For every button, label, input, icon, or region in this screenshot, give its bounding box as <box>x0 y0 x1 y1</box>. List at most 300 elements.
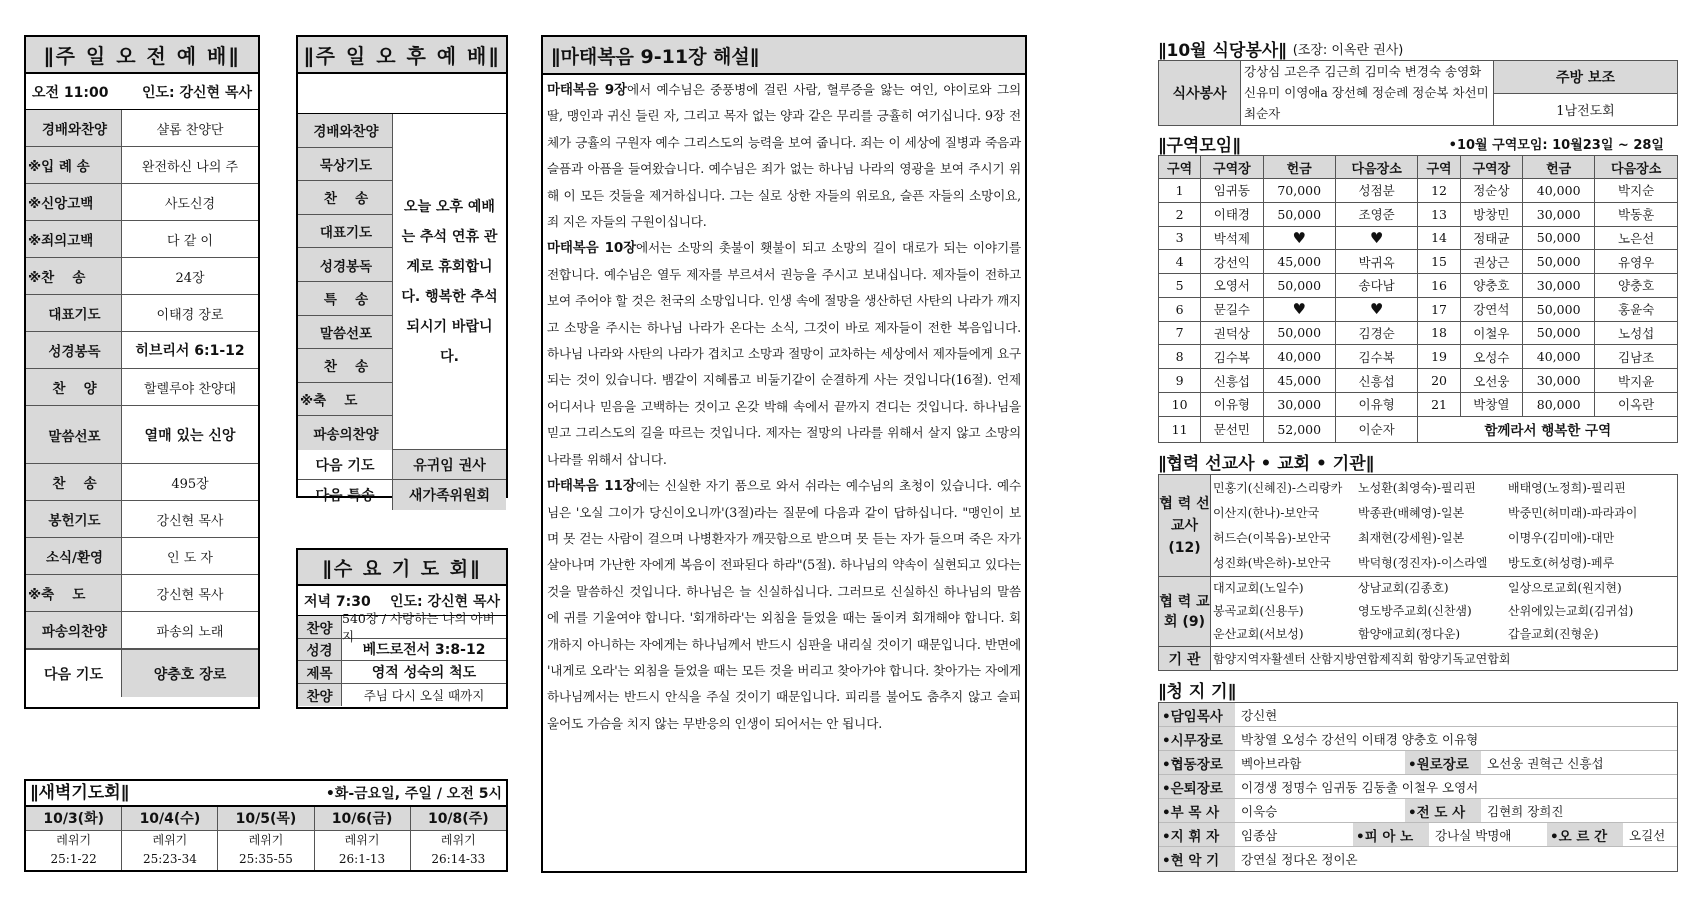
missionary-entry: 박종관(배혜영)-일본 <box>1358 505 1465 520</box>
district-cell: 이태경 <box>1201 202 1263 226</box>
order-label: 찬 송 <box>26 464 122 500</box>
afternoon-order-label: 찬 송 <box>298 349 392 383</box>
district-row <box>1159 392 1678 416</box>
staff-role: •은퇴장로 <box>1159 775 1235 798</box>
district-cell: 4 <box>1159 250 1201 274</box>
district-cell: 9 <box>1159 369 1201 393</box>
missionary-entry: 이산지(한나)-보안국 <box>1213 505 1320 520</box>
order-value: 할렐루야 찬양대 <box>143 381 237 397</box>
order-value: 파송의 노래 <box>156 624 224 640</box>
district-cell: 양충호 <box>1460 274 1522 298</box>
district-cell: 김경순 <box>1335 321 1418 345</box>
staff-row <box>1159 727 1677 751</box>
district-cell: 10 <box>1159 392 1201 416</box>
afternoon-order-label: 찬 송 <box>298 181 392 215</box>
staff-row <box>1159 775 1677 799</box>
partners <box>1158 448 1678 674</box>
commentary-text: 에서 예수님은 중풍병에 걸린 사람, 혈루증을 앓는 여인, 야이로와 그의 딸, 맹인과 귀신 들린 자, 그리고 목자 없는 양과 같은 무리를 긍휼히 여기십니다. 9장 전체가 긍휼의 구원자 예수 그리스도의 능력을 보여 줍니다. 죄는 이 세상에 질병과 죽음과 슬픔과 아픔을 들여왔습니다. 예수님은 죄가 없는 하나님 나라의 영광을 보여 주시기 위해 이 모든 것들을 제거하십니다. 그는 실로 상한 자들의 위로요, 슬픈 자들의 소망이요, 죄 지은 자들의 구원이십니다. <box>547 82 1022 230</box>
staff-list <box>1158 702 1678 872</box>
staff-names: 강나실 박명애 <box>1435 827 1512 843</box>
staff-role: •오 르 간 <box>1547 823 1623 846</box>
district-cell: 45,000 <box>1263 250 1335 274</box>
church-row <box>1213 623 1675 646</box>
morning-order-row <box>26 184 258 221</box>
dawn-date: 10/4(수) <box>122 806 218 830</box>
church-row <box>1213 600 1675 623</box>
district-cell: 박귀옥 <box>1335 250 1418 274</box>
district-cell: 14 <box>1418 226 1460 250</box>
district-row <box>1159 297 1678 321</box>
district-cell: 30,000 <box>1523 202 1595 226</box>
staff-role: •원로장로 <box>1405 751 1481 774</box>
district-cell: 이순자 <box>1335 416 1418 442</box>
dawn-book: 레위기 <box>344 833 380 848</box>
church-list <box>1211 577 1678 647</box>
afternoon-service-title: ∥주 일 오 후 예 배∥ <box>298 37 506 74</box>
staff-role: •피 아 노 <box>1353 823 1429 846</box>
church-entry: 갑을교회(진형운) <box>1508 627 1599 641</box>
missionary-row <box>1213 526 1675 551</box>
district-cell: 방창민 <box>1460 202 1522 226</box>
order-value: 열매 있는 신앙 <box>144 427 236 444</box>
district-closing: 함께라서 행복한 구역 <box>1418 416 1678 442</box>
morning-order-row <box>26 538 258 575</box>
district-cell: 오선웅 <box>1460 369 1522 393</box>
church-label: 협 력 교 회 (9) <box>1159 577 1211 647</box>
cafeteria-service <box>1158 36 1678 129</box>
district-cell: 양충호 <box>1595 274 1678 298</box>
district-cell: 13 <box>1418 202 1460 226</box>
staff-names: 임종삼 <box>1241 827 1278 843</box>
partners-header <box>1158 448 1678 474</box>
dawn-title: ∥새벽기도회∥ <box>30 783 130 803</box>
morning-order-row <box>26 464 258 501</box>
staff-row <box>1159 703 1677 727</box>
morning-order-row <box>26 295 258 332</box>
district-cell: 강연석 <box>1460 297 1522 321</box>
district-row <box>1159 416 1678 442</box>
staff-row <box>1159 823 1677 847</box>
afternoon-order-label: 말씀선포 <box>298 316 392 350</box>
district-row <box>1159 250 1678 274</box>
morning-order-list <box>26 110 258 649</box>
district-cell: 강선익 <box>1201 250 1263 274</box>
cafeteria-title: ∥10월 식당봉사∥ <box>1158 40 1287 61</box>
district-cell: 노성섭 <box>1595 321 1678 345</box>
district-row <box>1159 369 1678 393</box>
missionary-entry: 박덕형(정진자)-이스라엘 <box>1358 555 1488 570</box>
afternoon-order-label: 특 송 <box>298 282 392 316</box>
district-cell: 박석제 <box>1201 226 1263 250</box>
missionary-list <box>1211 475 1678 577</box>
commentary-paragraph <box>547 235 1021 473</box>
district-cell: 노은선 <box>1595 226 1678 250</box>
dawn-date: 10/3(화) <box>25 806 122 830</box>
staff-row <box>1159 799 1677 823</box>
wednesday-time: 저녁 7:30 <box>304 593 371 610</box>
kitchen-value: 1남전도회 <box>1556 103 1615 119</box>
district-cell: 김수복 <box>1335 345 1418 369</box>
dawn-passage <box>218 830 314 871</box>
dawn-passage <box>410 830 507 871</box>
staff-names: 벡아브라함 <box>1241 755 1302 771</box>
district-cell: 오영서 <box>1201 274 1263 298</box>
district-cell: 권상근 <box>1460 250 1522 274</box>
district-cell: 50,000 <box>1523 321 1595 345</box>
order-label: 대표기도 <box>26 295 122 331</box>
missionary-entry: 방도호(허성령)-페루 <box>1508 555 1615 570</box>
district-row <box>1159 321 1678 345</box>
morning-order-row <box>26 110 258 147</box>
district-row <box>1159 202 1678 226</box>
order-value: 540장 / 사랑하는 나의 아버지 <box>342 610 495 644</box>
district-cell: ♥ <box>1263 297 1335 321</box>
morning-order-row <box>26 612 258 649</box>
staff <box>1158 676 1678 874</box>
district-cell: 50,000 <box>1523 250 1595 274</box>
afternoon-service <box>296 35 508 504</box>
district-cell: 15 <box>1418 250 1460 274</box>
staff-names: 오길선 <box>1629 827 1666 843</box>
commentary-title: ∥마태복음 9-11장 해설∥ <box>543 37 1025 75</box>
church-row <box>1213 577 1675 600</box>
district-cell: 8 <box>1159 345 1201 369</box>
order-label: 봉헌기도 <box>26 501 122 537</box>
wednesday-order-row <box>298 661 506 684</box>
district-cell: 50,000 <box>1263 321 1335 345</box>
meal-service-label: 식사봉사 <box>1159 61 1241 125</box>
next-special-value: 새가족위원회 <box>393 480 506 510</box>
missionary-row <box>1213 476 1675 501</box>
district-column-header: 구역장 <box>1460 156 1522 179</box>
church-entry: 영도방주교회(신찬샘) <box>1358 604 1472 618</box>
dawn-book: 레위기 <box>56 833 92 848</box>
district-cell: 이유형 <box>1335 392 1418 416</box>
morning-order-row <box>26 147 258 184</box>
district-meeting-date: •10월 구역모임: 10월23일 ~ 28일 <box>1448 137 1664 153</box>
church-entry: 운산교회(서보성) <box>1213 627 1304 641</box>
order-label: ※신앙고백 <box>26 184 122 220</box>
district-cell: 박지윤 <box>1595 369 1678 393</box>
dawn-ref: 26:1-13 <box>338 852 386 867</box>
org-label: 기 관 <box>1159 647 1211 671</box>
district-cell: 성점분 <box>1335 179 1418 203</box>
staff-row <box>1159 751 1677 775</box>
kitchen-assist <box>1494 61 1677 125</box>
district-cell: 3 <box>1159 226 1201 250</box>
staff-names: 김현희 장희진 <box>1487 803 1564 819</box>
missionary-row <box>1213 551 1675 576</box>
district-cell: 김남조 <box>1595 345 1678 369</box>
church-entry: 함양애교회(정다운) <box>1358 627 1461 641</box>
district-cell: 박지순 <box>1595 179 1678 203</box>
dawn-ref: 25:35-55 <box>239 852 293 867</box>
order-label: 찬양 <box>298 616 342 638</box>
district-cell: 7 <box>1159 321 1201 345</box>
district-cell: 신흥섭 <box>1335 369 1418 393</box>
order-label: ※입 례 송 <box>26 147 122 183</box>
morning-next-value: 양충호 장로 <box>122 650 258 697</box>
wednesday-order-list <box>298 610 506 706</box>
kitchen-label: 주방 보조 <box>1494 61 1677 94</box>
commentary-chapter: 마태복음 10장 <box>547 240 637 257</box>
district-cell: 권덕상 <box>1201 321 1263 345</box>
district-cell: 30,000 <box>1523 369 1595 393</box>
order-label: ※축 도 <box>26 575 122 611</box>
order-value: 495장 <box>171 476 209 492</box>
order-value: 샬롬 찬양단 <box>156 122 224 138</box>
dawn-passage <box>314 830 410 871</box>
morning-order-row <box>26 258 258 295</box>
wednesday-prayer <box>296 548 508 709</box>
district-cell: 50,000 <box>1523 297 1595 321</box>
order-value: 주님 다시 오실 때까지 <box>363 687 485 703</box>
missionary-entry: 최재현(강세원)-일본 <box>1358 530 1465 545</box>
staff-names: 강연실 정다온 정이온 <box>1241 852 1358 867</box>
order-value: 영적 성숙의 척도 <box>371 664 477 681</box>
order-label: ※죄의고백 <box>26 221 122 257</box>
district-cell: ♥ <box>1335 297 1418 321</box>
missionary-entry: 노성환(최영숙)-필리핀 <box>1358 480 1476 495</box>
district-cell: 조영준 <box>1335 202 1418 226</box>
district-column-header: 구역장 <box>1201 156 1263 179</box>
morning-order-row <box>26 575 258 612</box>
staff-role: •전 도 사 <box>1405 799 1481 822</box>
wednesday-order-row <box>298 610 506 644</box>
district-cell: 18 <box>1418 321 1460 345</box>
district-cell: 오성수 <box>1460 345 1522 369</box>
district-column-header: 다음장소 <box>1335 156 1418 179</box>
dawn-book: 레위기 <box>152 833 188 848</box>
district-header <box>1158 131 1678 155</box>
missionary-entry: 성진화(박은하)-보안국 <box>1213 555 1331 570</box>
commentary-text: 에서는 소망의 촛불이 횃불이 되고 소망의 길이 대로가 되는 이야기를 전합니다. 예수님은 열두 제자를 부르셔서 권능을 주시고 보내십니다. 제자들이 전하고 보여 주어야 할 것은 천국의 소망입니다. 인생 속에 절망을 생산하던 사탄의 나라가 깨지고 소망을 주시는 하나님 나라가 온다는 소식, 그것이 바로 제자들이 전한 복음입니다. 하나님 나라와 사탄의 나라가 겹치고 소망과 절망이 교차하는 세상에서 제자들에게 요구되는 것이 있습니다. 뱀같이 지혜롭고 비둘기같이 순결하게 사는 것입니다(16절). 언제 어디서나 믿음을 고백하는 것이고 온갖 박해 속에서 끝까지 견디는 것입니다. 하나님을 믿고 그리스도의 길을 따르는 것입니다. 제자는 절망의 나라를 위해서 살지 않고 소망의 나라를 위해서 삽니다. <box>547 240 1021 467</box>
order-value: 히브리서 6:1-12 <box>135 343 245 359</box>
order-label: 소식/환영 <box>26 538 122 574</box>
meal-service-names: 강상심 고은주 김근희 김미숙 변경숙 송영화 신유미 이영애a 장선혜 정순례 정순복 차선미 최순자 <box>1241 61 1494 125</box>
district-cell: 16 <box>1418 274 1460 298</box>
order-label: 찬 양 <box>26 369 122 405</box>
staff-names: 이욱승 <box>1241 803 1278 819</box>
district-cell: ♥ <box>1263 226 1335 250</box>
district-row <box>1159 274 1678 298</box>
afternoon-order-label: ※축 도 <box>298 383 392 417</box>
district-cell: 박동훈 <box>1595 202 1678 226</box>
dawn-schedule: •화-금요일, 주일 / 오전 5시 <box>325 786 502 802</box>
district-cell: 정태균 <box>1460 226 1522 250</box>
district-meetings <box>1158 131 1678 443</box>
district-cell: 신흥섭 <box>1201 369 1263 393</box>
dawn-date-row <box>25 806 507 830</box>
church-entry: 봉곡교회(신용두) <box>1213 604 1304 618</box>
district-cell: ♥ <box>1335 226 1418 250</box>
order-label: 성경봉독 <box>26 332 122 368</box>
district-cell: 홍윤숙 <box>1595 297 1678 321</box>
order-value: 사도신경 <box>164 196 216 212</box>
district-cell: 1 <box>1159 179 1201 203</box>
district-cell: 유영우 <box>1595 250 1678 274</box>
district-cell: 70,000 <box>1263 179 1335 203</box>
morning-leader: 인도: 강신현 목사 <box>141 84 252 101</box>
district-header-row <box>1159 156 1678 179</box>
district-cell: 2 <box>1159 202 1201 226</box>
order-label: 성경 <box>298 639 342 661</box>
missionary-label: 협 력 선교사 (12) <box>1159 475 1211 577</box>
missionary-entry: 민홍기(신혜진)-스리랑카 <box>1213 480 1343 495</box>
staff-header <box>1158 676 1678 702</box>
district-cell: 문선민 <box>1201 416 1263 442</box>
church-entry: 대지교회(노일수) <box>1213 581 1304 595</box>
commentary-body <box>543 75 1025 737</box>
district-column-header: 구역 <box>1159 156 1201 179</box>
district-column-header: 다음장소 <box>1595 156 1678 179</box>
staff-row <box>1159 847 1677 871</box>
staff-role: •협동장로 <box>1159 751 1235 774</box>
district-cell: 김수복 <box>1201 345 1263 369</box>
commentary-chapter: 마태복음 11장 <box>547 478 636 495</box>
afternoon-order-label: 대표기도 <box>298 215 392 249</box>
order-value: 강신현 목사 <box>156 513 224 529</box>
district-cell: 30,000 <box>1523 274 1595 298</box>
morning-order-row <box>26 332 258 369</box>
staff-names: 이경생 정명수 임귀동 김동출 이철우 오영서 <box>1241 779 1479 795</box>
afternoon-notice: 오늘 오후 예배는 추석 연휴 관계로 휴회합니다. 행복한 추석되시기 바랍니다. <box>401 198 498 365</box>
next-prayer-value: 유귀임 권사 <box>393 450 506 479</box>
missionary-entry: 박중민(허미래)-파라과이 <box>1508 505 1638 520</box>
dawn-date: 10/8(주) <box>410 806 507 830</box>
cafeteria-header <box>1158 36 1678 60</box>
district-cell: 송다남 <box>1335 274 1418 298</box>
commentary-paragraph <box>547 473 1021 737</box>
order-value: 베드로전서 3:8-12 <box>362 642 486 659</box>
staff-role: •지 휘 자 <box>1159 823 1235 846</box>
dawn-ref: 25:23-34 <box>142 852 197 867</box>
afternoon-body <box>298 114 506 450</box>
morning-order-row <box>26 501 258 538</box>
morning-service <box>24 35 260 709</box>
district-cell: 40,000 <box>1523 345 1595 369</box>
dawn-book: 레위기 <box>248 833 284 848</box>
district-cell: 50,000 <box>1263 274 1335 298</box>
partners-table <box>1158 474 1678 671</box>
morning-order-row <box>26 406 258 464</box>
order-label: 파송의찬양 <box>26 612 122 648</box>
district-cell: 52,000 <box>1263 416 1335 442</box>
afternoon-next-prayer <box>298 450 506 480</box>
dawn-book: 레위기 <box>440 833 476 848</box>
afternoon-order-label: 묵상기도 <box>298 148 392 182</box>
commentary-text: 에는 신실한 자기 품으로 와서 쉬라는 예수님의 초청이 있습니다. 예수님은 '오실 그이가 당신이오니까'(3절)라는 질문에 다음과 같이 답하십니다. "맹인이 보며 못 걷는 사람이 걸으며 나병환자가 깨끗함으로 받으며 못 듣는 자가 들으며 죽은 자가 살아나며 가난한 자에게 복음이 전파된다 하라"(5절). 하나님의 약속이 실현되고 있다는 것을 말씀하신 것입니다. 하나님은 늘 신실하십니다. 그러므로 신실하신 하나님의 말씀에 귀를 기울여야 합니다. '회개하라'는 외침을 들었을 때는 돌이켜 회개해야 합니다. 회개하지 아니하는 자에게는 하나님께서 반드시 심판을 내리실 것이기 때문입니다. 반면에 '내게로 오라'는 외침을 들었을 때는 모든 것을 버리고 찾아가야 합니다. 찾아가는 자에게 하나님께서는 반드시 안식을 주실 것이기 때문입니다. 피리를 불어도 춤추지 않고 슬피 울어도 가슴을 치지 않는 무반응의 인생이 되어서는 안 됩니다. <box>547 478 1022 731</box>
order-value: 다 같 이 <box>167 233 213 249</box>
district-cell: 5 <box>1159 274 1201 298</box>
dawn-header <box>24 779 508 805</box>
afternoon-next-special <box>298 480 506 510</box>
afternoon-order-label: 경배와찬양 <box>298 114 392 148</box>
order-label: 제목 <box>298 661 342 683</box>
district-column-header: 헌금 <box>1523 156 1595 179</box>
district-cell: 17 <box>1418 297 1460 321</box>
commentary <box>541 35 1027 873</box>
district-row <box>1159 345 1678 369</box>
district-cell: 20 <box>1418 369 1460 393</box>
staff-names: 오선웅 권혁근 신흥섭 <box>1487 755 1604 771</box>
order-label: 찬양 <box>298 684 342 707</box>
district-cell: 45,000 <box>1263 369 1335 393</box>
church-entry: 산위에있는교회(김귀섭) <box>1508 604 1634 618</box>
church-entry: 일상으로교회(원지현) <box>1508 581 1622 595</box>
dawn-date: 10/6(금) <box>314 806 410 830</box>
order-value: 인 도 자 <box>167 550 213 566</box>
morning-order-row <box>26 221 258 258</box>
missionary-entry: 배태영(노정희)-필리핀 <box>1508 480 1626 495</box>
afternoon-blank-row <box>298 74 506 114</box>
district-cell: 50,000 <box>1263 202 1335 226</box>
district-cell: 50,000 <box>1523 226 1595 250</box>
district-row <box>1159 226 1678 250</box>
district-cell: 이옥란 <box>1595 392 1678 416</box>
morning-time: 오전 11:00 <box>32 84 109 101</box>
commentary-chapter: 마태복음 9장 <box>547 82 627 98</box>
next-special-label: 다음 특송 <box>298 480 393 510</box>
district-cell: 이철우 <box>1460 321 1522 345</box>
district-cell: 40,000 <box>1263 345 1335 369</box>
org-list: 함양지역자활센터 산함지방연합제직회 함양기독교연합회 <box>1211 647 1678 671</box>
dawn-prayer <box>24 779 508 872</box>
morning-next-label: 다음 기도 <box>26 650 122 697</box>
wednesday-title: ∥수 요 기 도 회∥ <box>298 550 506 586</box>
district-cell: 이유형 <box>1201 392 1263 416</box>
order-value: 24장 <box>175 270 205 286</box>
morning-service-title: ∥주 일 오 전 예 배∥ <box>26 37 258 74</box>
staff-role: •시무장로 <box>1159 727 1235 750</box>
staff-names: 박창열 오성수 강선익 이태경 양충호 이유형 <box>1241 731 1479 747</box>
district-table <box>1158 155 1678 443</box>
staff-title: ∥청 지 기∥ <box>1158 681 1237 702</box>
order-label: 말씀선포 <box>26 406 122 463</box>
dawn-ref: 25:1-22 <box>50 852 97 867</box>
district-cell: 21 <box>1418 392 1460 416</box>
morning-header <box>26 74 258 110</box>
staff-role: •현 악 기 <box>1159 847 1235 871</box>
district-cell: 80,000 <box>1523 392 1595 416</box>
cafeteria-leader: (조장: 이옥란 권사) <box>1292 42 1404 58</box>
district-cell: 문길수 <box>1201 297 1263 321</box>
afternoon-order-list <box>298 114 393 449</box>
district-cell: 6 <box>1159 297 1201 321</box>
wednesday-leader: 인도: 강신현 목사 <box>389 593 500 610</box>
dawn-date: 10/5(목) <box>218 806 314 830</box>
district-cell: 40,000 <box>1523 179 1595 203</box>
order-label: ※찬 송 <box>26 258 122 294</box>
commentary-paragraph <box>547 77 1021 235</box>
next-prayer-label: 다음 기도 <box>298 450 393 479</box>
missionary-entry: 이명우(김미애)-대만 <box>1508 530 1615 545</box>
missionary-entry: 허드슨(이복음)-보안국 <box>1213 530 1331 545</box>
dawn-passage-row <box>25 830 507 871</box>
staff-role: •부 목 사 <box>1159 799 1235 822</box>
district-column-header: 헌금 <box>1263 156 1335 179</box>
dawn-ref: 26:14-33 <box>431 852 486 867</box>
order-label: 경배와찬양 <box>26 110 122 146</box>
order-value: 강신현 목사 <box>156 587 224 603</box>
afternoon-order-label: 파송의찬양 <box>298 416 392 450</box>
morning-next-prayer <box>26 649 258 697</box>
district-cell: 박창열 <box>1460 392 1522 416</box>
district-row <box>1159 179 1678 203</box>
district-cell: 임귀동 <box>1201 179 1263 203</box>
district-cell: 11 <box>1159 416 1201 442</box>
dawn-passage <box>25 830 122 871</box>
